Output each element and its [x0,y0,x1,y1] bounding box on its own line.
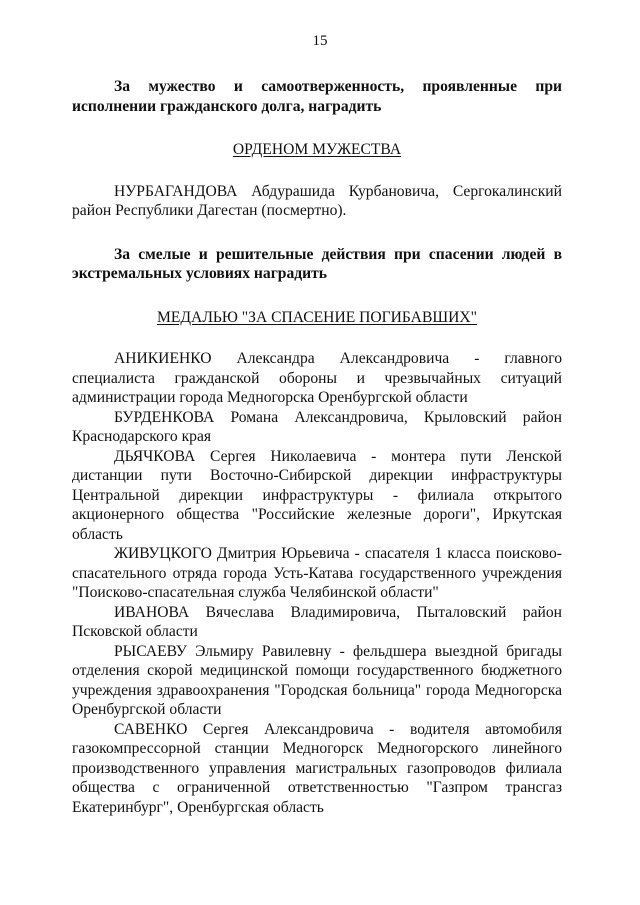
recipient-entry: АНИКИЕНКО Александра Александровича - главного специалиста гражданской обороны и чрезвычайных ситуаций администрации города Медногорска Оренбургской области [72,350,562,406]
recipient-entry: НУРБАГАНДОВА Абдурашида Курбановича, Сергокалинский район Республики Дагестан (посмертно). [72,182,562,219]
decree-intro-rescue: За смелые и решительные действия при спасении людей в экстремальных условиях наградить [72,245,562,282]
recipient-entry: ИВАНОВА Вячеслава Владимировича, Пыталовский район Псковской области [72,603,562,640]
decree-intro-courage: За мужество и самоотверженность, проявленные при исполнении гражданского долга, наградить [72,78,562,115]
recipient-entry: ДЬЯЧКОВА Сергея Николаевича - монтера пути Ленской дистанции пути Восточно-Сибирской дирекции инфраструктуры Центральной дирекции инфраструктуры - филиала открытого акционерного общества "Российские железные дороги", Иркутская область [72,447,562,543]
document-body [72,77,562,817]
page-number: 15 [312,33,328,49]
award-rescue-medal: МЕДАЛЬЮ "ЗА СПАСЕНИЕ ПОГИБАВШИХ" [157,308,477,326]
recipient-entry: РЫСАЕВУ Эльмиру Равилевну - фельдшера выездной бригады отделения скорой медицинской помощи государственного бюджетного учреждения здравоохранения "Городская больница" города Медногорска Оренбургской области [72,642,562,718]
recipient-entry: БУРДЕНКОВА Романа Александровича, Крыловский район Краснодарского края [72,408,562,445]
recipient-entry: САВЕНКО Сергея Александровича - водителя автомобиля газокомпрессорной станции Медногорск Медногорского линейного производственного управления магистральных газопроводов филиала общества с ограниченной ответственностью "Газпром трансгаз Екатеринбург", Оренбургская область [72,720,562,816]
recipient-entry: ЖИВУЦКОГО Дмитрия Юрьевича - спасателя 1 класса поисково-спасательного отряда города Усть-Катава государственного учреждения "Поисково-спасательная служба Челябинской области" [72,545,562,601]
award-order-of-courage: ОРДЕНОМ МУЖЕСТВА [232,141,402,158]
